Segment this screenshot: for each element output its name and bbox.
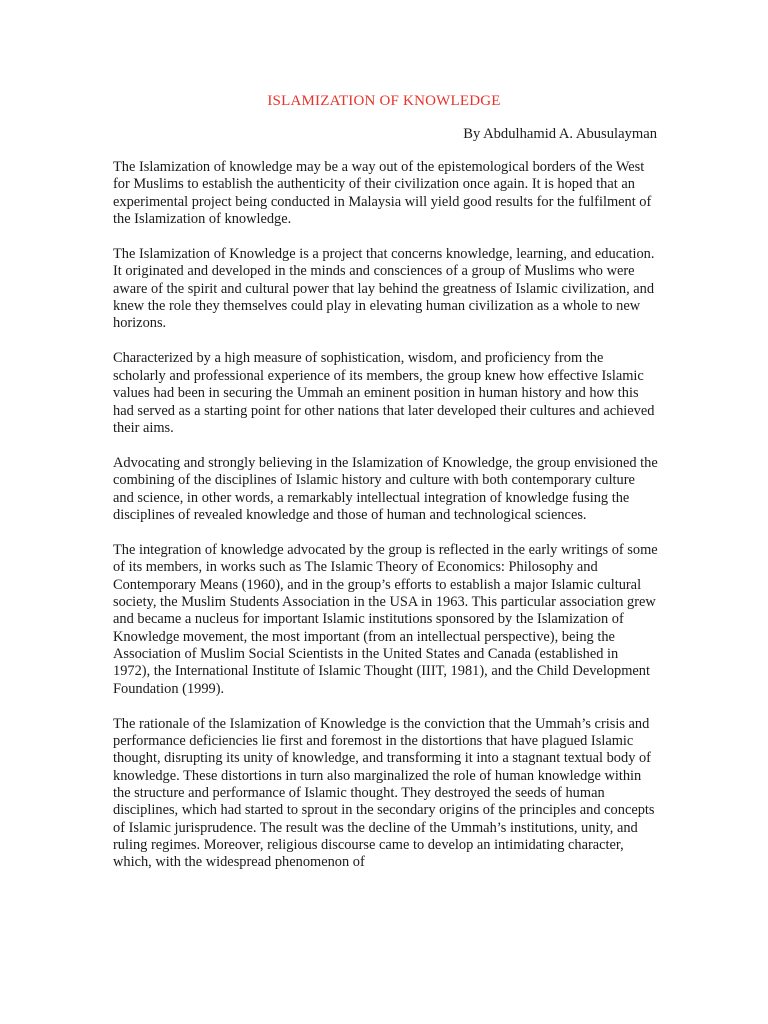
paragraph: The integration of knowledge advocated by the group is reflected in the early writings of some of its members, in works such as The Islamic Theory of Economics: Philosophy and Contemporary Means (1960), and in the group’s efforts to establish a major Islamic cultural society, the Muslim Students Association in the USA in 1963. This particular association grew and became a nucleus for important Islamic institutions sponsored by the Islamization of Knowledge movement, the most important (from an intellectual perspective), being the Association of Muslim Social Scientists in the United States and Canada (established in 1972), the International Institute of Islamic Thought (IIIT, 1981), and the Child Development Foundation (1999). <box>113 541 658 697</box>
paragraph: Advocating and strongly believing in the Islamization of Knowledge, the group envisioned the combining of the disciplines of Islamic history and culture with both contemporary culture and science, in other words, a remarkably intellectual integration of knowledge fusing the disciplines of revealed knowledge and those of human and technological sciences. <box>113 454 658 523</box>
paragraph: Characterized by a high measure of sophistication, wisdom, and proficiency from the scholarly and professional experience of its members, the group knew how effective Islamic values had been in securing the Ummah an eminent position in human history and how this had served as a starting point for other nations that later developed their cultures and achieved their aims. <box>113 350 655 436</box>
author-byline: By Abdulhamid A. Abusulayman <box>463 126 657 142</box>
paragraph: The rationale of the Islamization of Knowledge is the conviction that the Ummah’s crisis and performance deficiencies lie first and foremost in the distortions that have plagued Islamic thought, disrupting its unity of knowledge, and transforming it into a stagnant textual body of knowledge. These distortions in turn also marginalized the role of human knowledge within the structure and performance of Islamic thought. They destroyed the seeds of human disciplines, which had started to sprout in the secondary origins of the principles and concepts of Islamic jurisprudence. The result was the decline of the Ummah’s institutions, unity, and ruling regimes. Moreover, religious discourse came to develop an intimidating character, which, with the widespread phenomenon of <box>113 715 655 871</box>
paragraph: The Islamization of knowledge may be a way out of the epistemological borders of the West for Muslims to establish the authenticity of their civilization once again. It is hoped that an experimental project being conducted in Malaysia will yield good results for the fulfilment of the Islamization of knowledge. <box>113 159 652 228</box>
paragraph: The Islamization of Knowledge is a project that concerns knowledge, learning, and education. It originated and developed in the minds and consciences of a group of Muslims who were aware of the spirit and cultural power that lay behind the greatness of Islamic civilization, and knew the role they themselves could play in elevating human civilization as a whole to new horizons. <box>113 246 655 332</box>
document-body <box>113 159 658 890</box>
document-title: ISLAMIZATION OF KNOWLEDGE <box>267 93 501 109</box>
